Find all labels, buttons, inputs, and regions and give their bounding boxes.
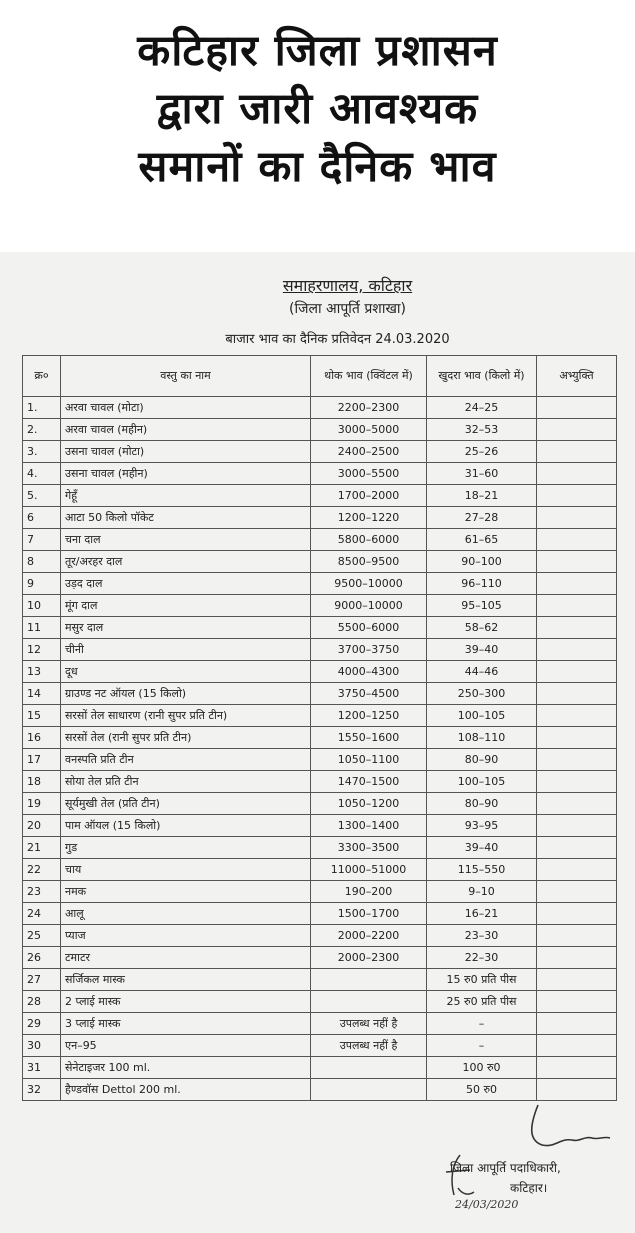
row-wholesale: 3750–4500: [311, 683, 427, 705]
row-item-name: सेनेटाइजर 100 ml.: [61, 1057, 311, 1079]
table-row: [23, 463, 617, 485]
row-serial: 9: [23, 573, 61, 595]
row-retail: 25 रु0 प्रति पीस: [427, 991, 537, 1013]
branch-title: (जिला आपूर्ति प्रशाखा): [288, 301, 406, 317]
row-remarks: [537, 419, 617, 441]
row-wholesale: 9000–10000: [311, 595, 427, 617]
row-item-name: अरवा चावल (मोटा): [61, 397, 311, 419]
row-item-name: तूर/अरहर दाल: [61, 551, 311, 573]
row-wholesale: 1550–1600: [311, 727, 427, 749]
row-remarks: [537, 485, 617, 507]
row-wholesale: 9500–10000: [311, 573, 427, 595]
row-remarks: [537, 969, 617, 991]
table-row: [23, 573, 617, 595]
table-row: [23, 903, 617, 925]
row-item-name: सरसों तेल साधारण (रानी सुपर प्रति टीन): [61, 705, 311, 727]
row-remarks: [537, 1079, 617, 1101]
row-remarks: [537, 925, 617, 947]
row-serial: 25: [23, 925, 61, 947]
row-item-name: हैण्डवॉस Dettol 200 ml.: [61, 1079, 311, 1101]
table-row: [23, 595, 617, 617]
row-retail: 100 रु0: [427, 1057, 537, 1079]
row-retail: 39–40: [427, 837, 537, 859]
table-row: [23, 771, 617, 793]
table-row: [23, 551, 617, 573]
price-table: [22, 355, 617, 1101]
row-retail: 44–46: [427, 661, 537, 683]
row-item-name: 3 प्लाई मास्क: [61, 1013, 311, 1035]
row-remarks: [537, 705, 617, 727]
table-row: [23, 991, 617, 1013]
row-wholesale: 5500–6000: [311, 617, 427, 639]
row-retail: 27–28: [427, 507, 537, 529]
row-remarks: [537, 947, 617, 969]
table-row: [23, 507, 617, 529]
table-row: [23, 837, 617, 859]
row-remarks: [537, 1057, 617, 1079]
row-remarks: [537, 551, 617, 573]
row-wholesale: 1050–1200: [311, 793, 427, 815]
row-remarks: [537, 837, 617, 859]
table-row: [23, 815, 617, 837]
row-retail: 18–21: [427, 485, 537, 507]
row-wholesale: 1500–1700: [311, 903, 427, 925]
row-wholesale: 5800–6000: [311, 529, 427, 551]
table-body: [23, 397, 617, 1101]
table-row: [23, 793, 617, 815]
row-serial: 15: [23, 705, 61, 727]
row-remarks: [537, 617, 617, 639]
table-row: [23, 529, 617, 551]
row-remarks: [537, 903, 617, 925]
table-row: [23, 1057, 617, 1079]
row-remarks: [537, 1035, 617, 1057]
row-wholesale: 3300–3500: [311, 837, 427, 859]
row-serial: 27: [23, 969, 61, 991]
row-item-name: एन–95: [61, 1035, 311, 1057]
row-wholesale: 4000–4300: [311, 661, 427, 683]
row-remarks: [537, 507, 617, 529]
table-row: [23, 947, 617, 969]
row-serial: 5.: [23, 485, 61, 507]
row-retail: 93–95: [427, 815, 537, 837]
row-serial: 21: [23, 837, 61, 859]
row-remarks: [537, 771, 617, 793]
row-wholesale: 1050–1100: [311, 749, 427, 771]
row-wholesale: 2400–2500: [311, 441, 427, 463]
row-retail: 95–105: [427, 595, 537, 617]
report-title: बाजार भाव का दैनिक प्रतिवेदन 24.03.2020: [225, 332, 450, 347]
signature-scribble: [520, 1100, 620, 1160]
table-header-row: [23, 356, 617, 397]
row-remarks: [537, 793, 617, 815]
row-wholesale: 1200–1250: [311, 705, 427, 727]
row-item-name: ग्राउण्ड नट ऑयल (15 किलो): [61, 683, 311, 705]
row-item-name: पाम ऑयल (15 किलो): [61, 815, 311, 837]
row-item-name: उसना चावल (मोटा): [61, 441, 311, 463]
row-item-name: आटा 50 किलो पॉकेट: [61, 507, 311, 529]
table-row: [23, 881, 617, 903]
row-wholesale: [311, 1057, 427, 1079]
row-retail: 100–105: [427, 771, 537, 793]
row-serial: 26: [23, 947, 61, 969]
row-remarks: [537, 727, 617, 749]
row-retail: 61–65: [427, 529, 537, 551]
row-serial: 20: [23, 815, 61, 837]
row-serial: 2.: [23, 419, 61, 441]
row-item-name: मूंग दाल: [61, 595, 311, 617]
row-item-name: सरसों तेल (रानी सुपर प्रति टीन): [61, 727, 311, 749]
col-header-retail: खुदरा भाव (किलो में): [427, 356, 537, 397]
col-header-remarks: अभ्युक्ति: [537, 356, 617, 397]
row-retail: 25–26: [427, 441, 537, 463]
row-serial: 16: [23, 727, 61, 749]
table-row: [23, 1079, 617, 1101]
row-retail: 50 रु0: [427, 1079, 537, 1101]
row-serial: 23: [23, 881, 61, 903]
row-retail: 15 रु0 प्रति पीस: [427, 969, 537, 991]
row-serial: 13: [23, 661, 61, 683]
table-row: [23, 419, 617, 441]
col-header-sn: क्र०: [23, 356, 61, 397]
table-row: [23, 749, 617, 771]
table-row: [23, 925, 617, 947]
row-serial: 10: [23, 595, 61, 617]
row-remarks: [537, 749, 617, 771]
row-item-name: अरवा चावल (महीन): [61, 419, 311, 441]
row-item-name: चना दाल: [61, 529, 311, 551]
row-wholesale: उपलब्ध नहीं है: [311, 1013, 427, 1035]
row-serial: 22: [23, 859, 61, 881]
row-remarks: [537, 991, 617, 1013]
signature-block: [450, 1158, 561, 1198]
table-row: [23, 727, 617, 749]
row-remarks: [537, 573, 617, 595]
row-item-name: सर्जिकल मास्क: [61, 969, 311, 991]
headline-banner: [0, 0, 635, 250]
row-remarks: [537, 1013, 617, 1035]
row-item-name: गुड: [61, 837, 311, 859]
row-wholesale: 2000–2300: [311, 947, 427, 969]
row-remarks: [537, 397, 617, 419]
row-item-name: सूर्यमुखी तेल (प्रति टीन): [61, 793, 311, 815]
table-row: [23, 397, 617, 419]
row-serial: 3.: [23, 441, 61, 463]
row-retail: 39–40: [427, 639, 537, 661]
row-retail: 100–105: [427, 705, 537, 727]
col-header-name: वस्तु का नाम: [61, 356, 311, 397]
row-retail: 58–62: [427, 617, 537, 639]
row-serial: 12: [23, 639, 61, 661]
table-row: [23, 441, 617, 463]
row-retail: 96–110: [427, 573, 537, 595]
row-wholesale: [311, 991, 427, 1013]
row-remarks: [537, 815, 617, 837]
row-serial: 14: [23, 683, 61, 705]
row-item-name: उसना चावल (महीन): [61, 463, 311, 485]
row-item-name: वनस्पति प्रति टीन: [61, 749, 311, 771]
table-row: [23, 1035, 617, 1057]
row-serial: 7: [23, 529, 61, 551]
row-retail: 80–90: [427, 749, 537, 771]
row-wholesale: [311, 1079, 427, 1101]
row-retail: 16–21: [427, 903, 537, 925]
row-wholesale: 1200–1220: [311, 507, 427, 529]
row-item-name: गेहूँ: [61, 485, 311, 507]
row-serial: 18: [23, 771, 61, 793]
row-serial: 29: [23, 1013, 61, 1035]
row-serial: 19: [23, 793, 61, 815]
row-wholesale: 1700–2000: [311, 485, 427, 507]
table-row: [23, 639, 617, 661]
row-serial: 30: [23, 1035, 61, 1057]
row-retail: 24–25: [427, 397, 537, 419]
row-item-name: 2 प्लाई मास्क: [61, 991, 311, 1013]
row-remarks: [537, 683, 617, 705]
row-remarks: [537, 595, 617, 617]
row-wholesale: 3000–5500: [311, 463, 427, 485]
row-retail: 32–53: [427, 419, 537, 441]
col-header-wholesale: थोक भाव (क्विंटल में): [311, 356, 427, 397]
row-serial: 24: [23, 903, 61, 925]
row-wholesale: उपलब्ध नहीं है: [311, 1035, 427, 1057]
row-remarks: [537, 859, 617, 881]
row-wholesale: 11000–51000: [311, 859, 427, 881]
office-title: समाहरणालय, कटिहार: [282, 276, 413, 295]
row-serial: 4.: [23, 463, 61, 485]
signature-designation: जिला आपूर्ति पदाधिकारी,: [450, 1161, 561, 1175]
row-retail: 90–100: [427, 551, 537, 573]
row-wholesale: 1300–1400: [311, 815, 427, 837]
row-wholesale: 8500–9500: [311, 551, 427, 573]
row-serial: 31: [23, 1057, 61, 1079]
row-item-name: नमक: [61, 881, 311, 903]
row-serial: 8: [23, 551, 61, 573]
row-remarks: [537, 639, 617, 661]
row-item-name: चीनी: [61, 639, 311, 661]
row-serial: 1.: [23, 397, 61, 419]
row-retail: 23–30: [427, 925, 537, 947]
row-wholesale: 2000–2200: [311, 925, 427, 947]
row-retail: 22–30: [427, 947, 537, 969]
table-row: [23, 683, 617, 705]
row-serial: 17: [23, 749, 61, 771]
row-item-name: प्याज: [61, 925, 311, 947]
row-remarks: [537, 881, 617, 903]
row-wholesale: 190–200: [311, 881, 427, 903]
row-retail: 31–60: [427, 463, 537, 485]
headline-line-1: कटिहार जिला प्रशासन: [137, 26, 498, 76]
row-retail: –: [427, 1035, 537, 1057]
table-row: [23, 705, 617, 727]
table-row: [23, 485, 617, 507]
row-retail: –: [427, 1013, 537, 1035]
row-item-name: मसुर दाल: [61, 617, 311, 639]
row-wholesale: 3000–5000: [311, 419, 427, 441]
table-row: [23, 859, 617, 881]
row-retail: 80–90: [427, 793, 537, 815]
headline-line-3: समानों का दैनिक भाव: [138, 142, 497, 192]
row-item-name: दूध: [61, 661, 311, 683]
table-row: [23, 617, 617, 639]
row-wholesale: 3700–3750: [311, 639, 427, 661]
row-remarks: [537, 441, 617, 463]
row-retail: 108–110: [427, 727, 537, 749]
row-remarks: [537, 529, 617, 551]
row-item-name: आलू: [61, 903, 311, 925]
table-row: [23, 1013, 617, 1035]
row-serial: 28: [23, 991, 61, 1013]
row-remarks: [537, 661, 617, 683]
row-wholesale: 1470–1500: [311, 771, 427, 793]
table-row: [23, 661, 617, 683]
row-serial: 11: [23, 617, 61, 639]
row-item-name: टमाटर: [61, 947, 311, 969]
row-retail: 250–300: [427, 683, 537, 705]
headline-line-2: द्वारा जारी आवश्यक: [156, 84, 479, 134]
row-wholesale: 2200–2300: [311, 397, 427, 419]
row-remarks: [537, 463, 617, 485]
row-item-name: उड़द दाल: [61, 573, 311, 595]
row-item-name: चाय: [61, 859, 311, 881]
row-wholesale: [311, 969, 427, 991]
signature-district: कटिहार।: [510, 1181, 548, 1195]
row-item-name: सोया तेल प्रति टीन: [61, 771, 311, 793]
row-serial: 32: [23, 1079, 61, 1101]
row-serial: 6: [23, 507, 61, 529]
row-retail: 9–10: [427, 881, 537, 903]
table-row: [23, 969, 617, 991]
signature-date: 24/03/2020: [455, 1198, 519, 1211]
row-retail: 115–550: [427, 859, 537, 881]
